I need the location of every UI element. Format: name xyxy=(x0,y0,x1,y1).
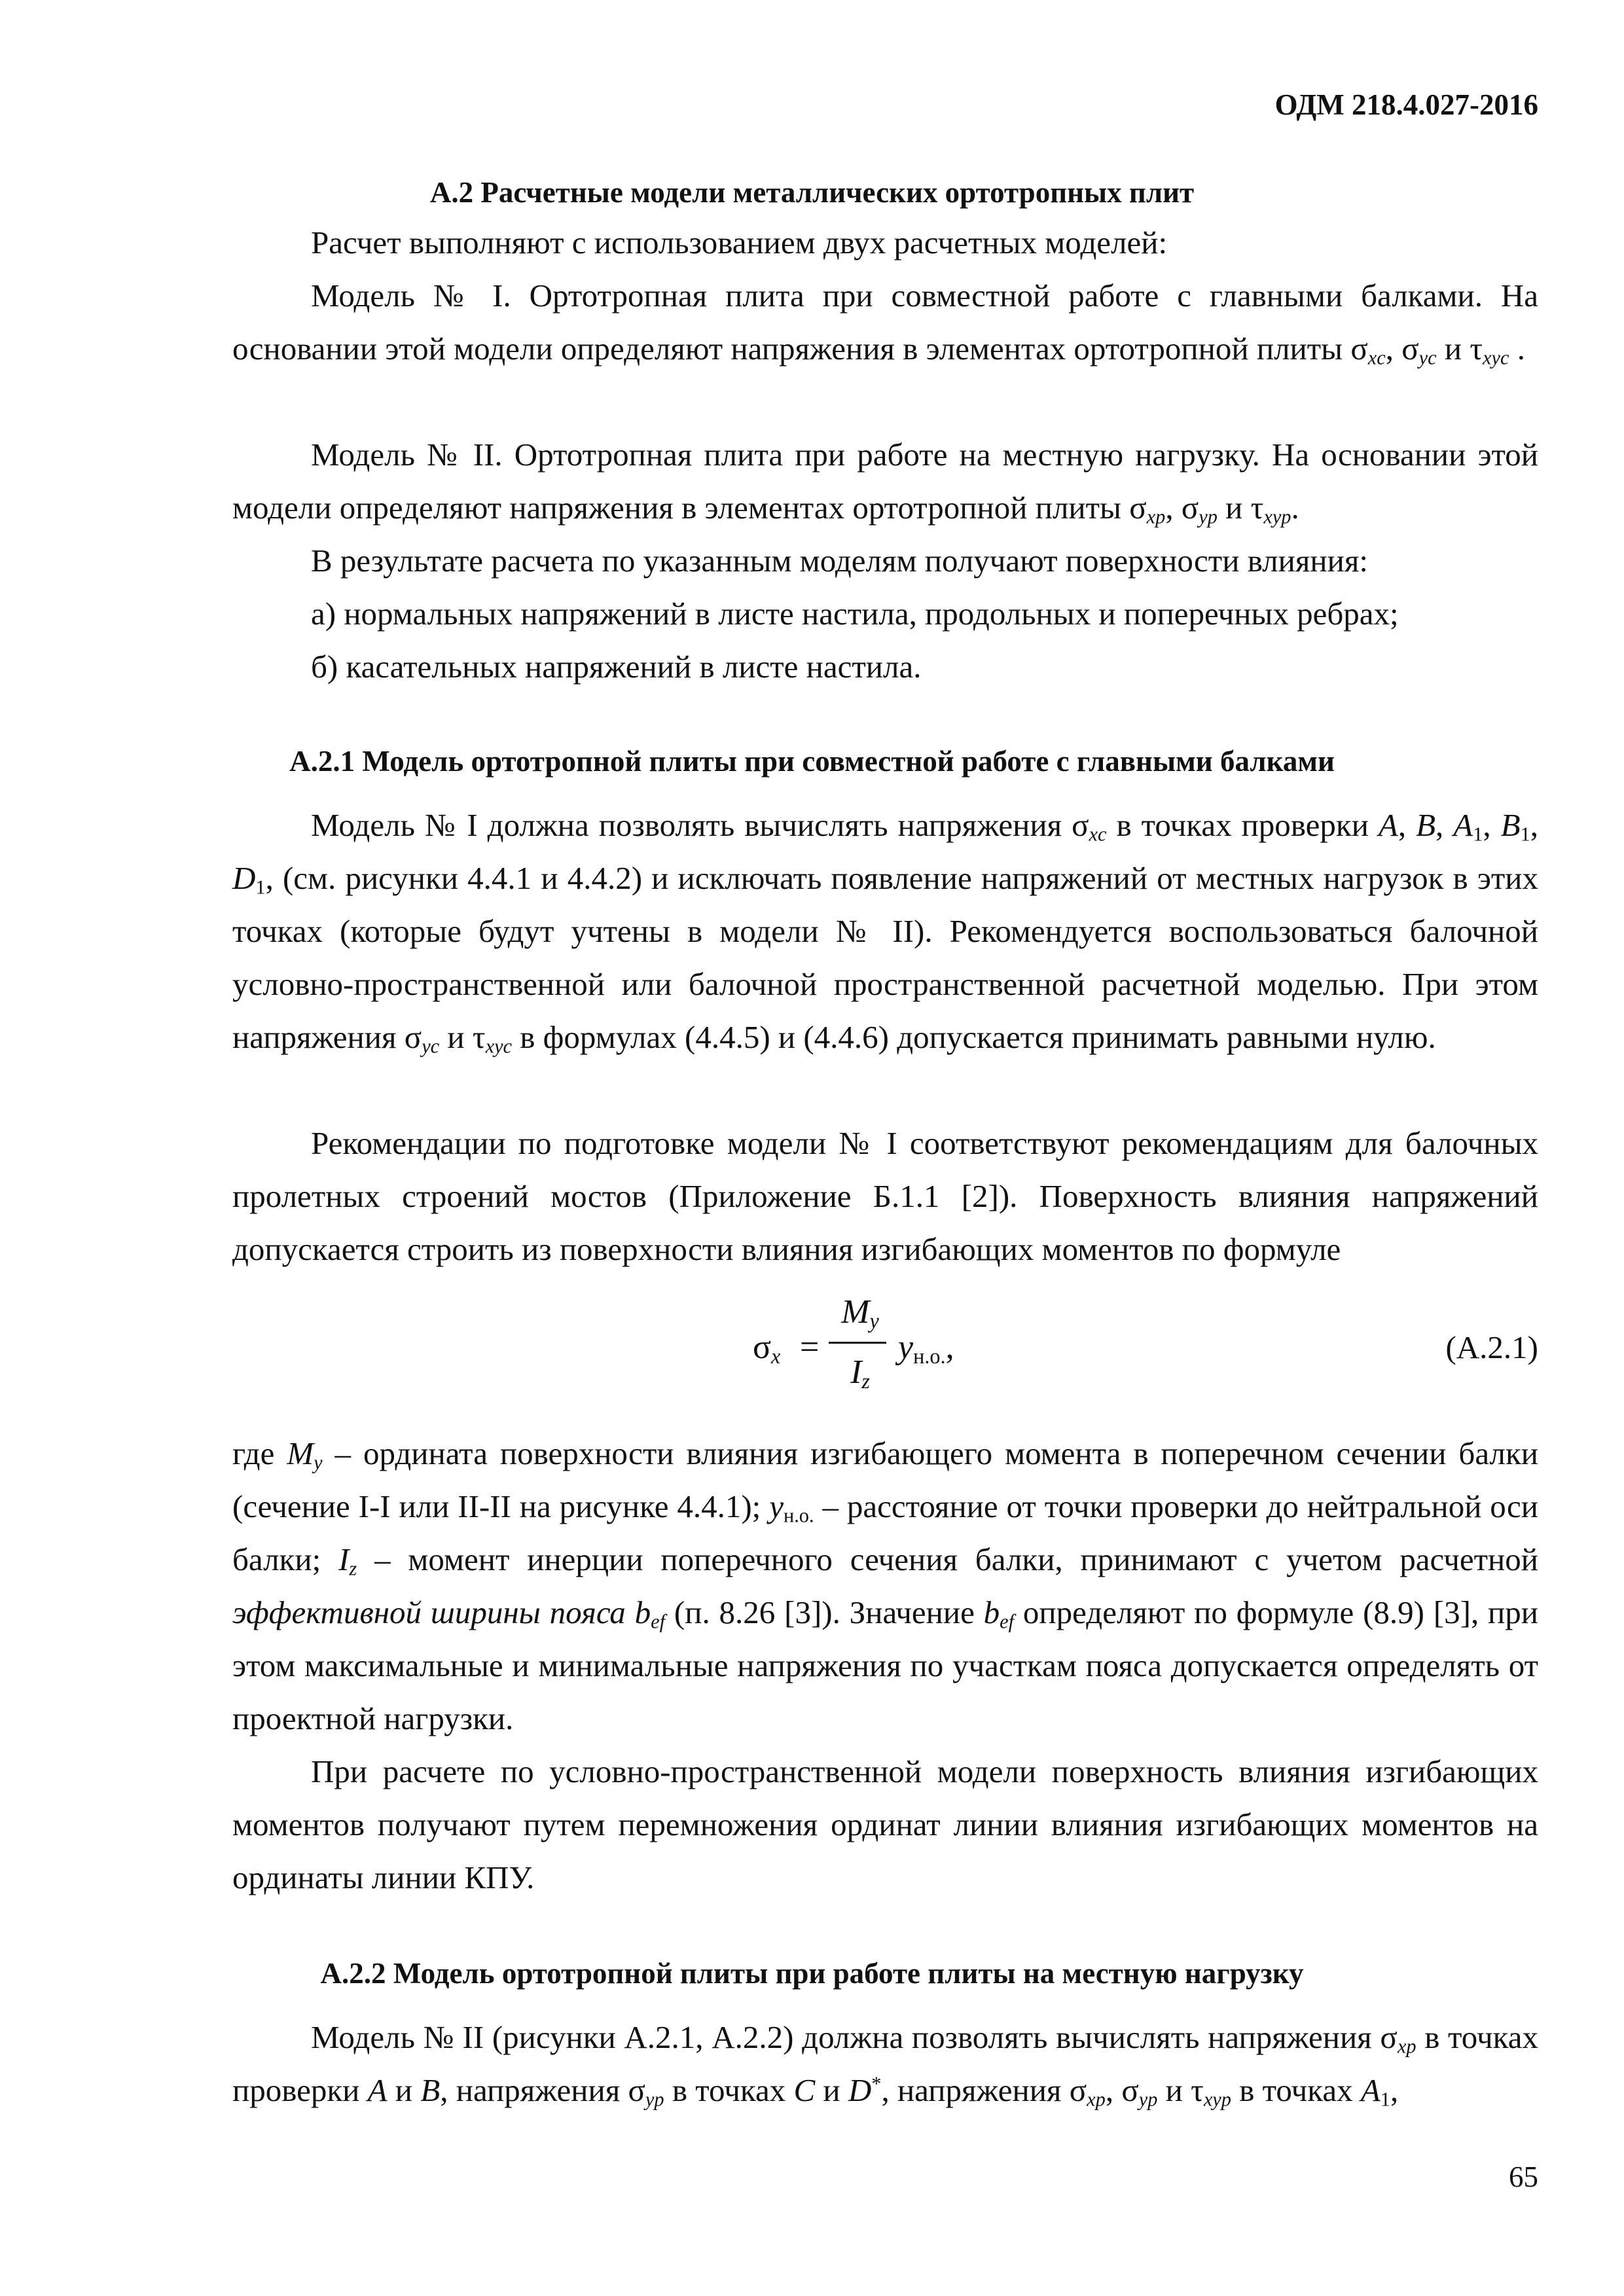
document-code: ОДМ 218.4.027-2016 xyxy=(1274,88,1538,121)
paragraph: При расчете по условно-пространственной модели поверхность влияния изгибающих моментов получают путем перемножения ординат линии влияния изгибающих моментов на ординаты линии КПУ. xyxy=(232,1753,1538,1895)
paragraph: Расчет выполняют с использованием двух расчетных моделей: xyxy=(311,224,1168,260)
equation-number: (А.2.1) xyxy=(1445,1329,1538,1365)
list-item: б) касательных напряжений в листе настила. xyxy=(311,649,922,685)
section-heading-a2: А.2 Расчетные модели металлических ортотропных плит xyxy=(429,176,1195,209)
paragraph-where: где My – ордината поверхности влияния изгибающего момента в поперечном сечении балки (сечение I-I или II-II на рисунке 4.4.1); yн.о. – расстояние от точки проверки до нейтральной оси балки; Iz – момент инерции поперечного сечения балки, принимают с учетом расчетной эффективной ширины пояса bef (п. 8.26 [3]). Значение bef определяют по формуле (8.9) [3], при этом максимальные и минимальные напряжения по участкам пояса допускается определять от проектной нагрузки. xyxy=(232,1435,1539,1736)
list-item: а) нормальных напряжений в листе настила, продольных и поперечных ребрах; xyxy=(311,596,1399,632)
formula-a21: σx = My Iz yн.о., xyxy=(753,1293,954,1393)
paragraph: Рекомендации по подготовке модели № I соответствуют рекомендациям для балочных пролетных строений мостов (Приложение Б.1.1 [2]). Поверхность влияния напряжений допускается строить из поверхности влияния изгибающих моментов по формуле xyxy=(232,1125,1538,1267)
paragraph: В результате расчета по указанным моделям получают поверхности влияния: xyxy=(311,543,1368,579)
section-heading-a21: А.2.1 Модель ортотропной плиты при совместной работе с главными балками xyxy=(289,745,1335,778)
section-heading-a22: А.2.2 Модель ортотропной плиты при работе плиты на местную нагрузку xyxy=(320,1957,1304,1990)
paragraph-model-2-points: Модель № II (рисунки А.2.1, А.2.2) должна позволять вычислять напряжения σxp в точках проверки A и B, напряжения σyp в точках C и D*, напряжения σxp, σyp и τxyp в точках A1, xyxy=(232,2019,1538,2111)
paragraph-model-1: Модель № I. Ортотропная плита при совместной работе с главными балками. На основании этой модели определяют напряжения в элементах ортотропной плиты σxc, σyc и τxyc . xyxy=(232,278,1538,369)
paragraph-model-2: Модель № II. Ортотропная плита при работе на местную нагрузку. На основании этой модели определяют напряжения в элементах ортотропной плиты σxp, σyp и τxyp. xyxy=(232,437,1538,528)
paragraph-model-1-points: Модель № I должна позволять вычислять напряжения σxc в точках проверки A, B, A1, B1, D1, (см. рисунки 4.4.1 и 4.4.2) и исключать появление напряжений от местных нагрузок в этих точках (которые будут учтены в модели № II). Рекомендуется воспользоваться балочной условно-пространственной или балочной пространственной расчетной моделью. При этом напряжения σyc и τxyc в формулах (4.4.5) и (4.4.6) допускается принимать равными нулю. xyxy=(232,807,1539,1058)
page-number: 65 xyxy=(1509,2161,1538,2193)
